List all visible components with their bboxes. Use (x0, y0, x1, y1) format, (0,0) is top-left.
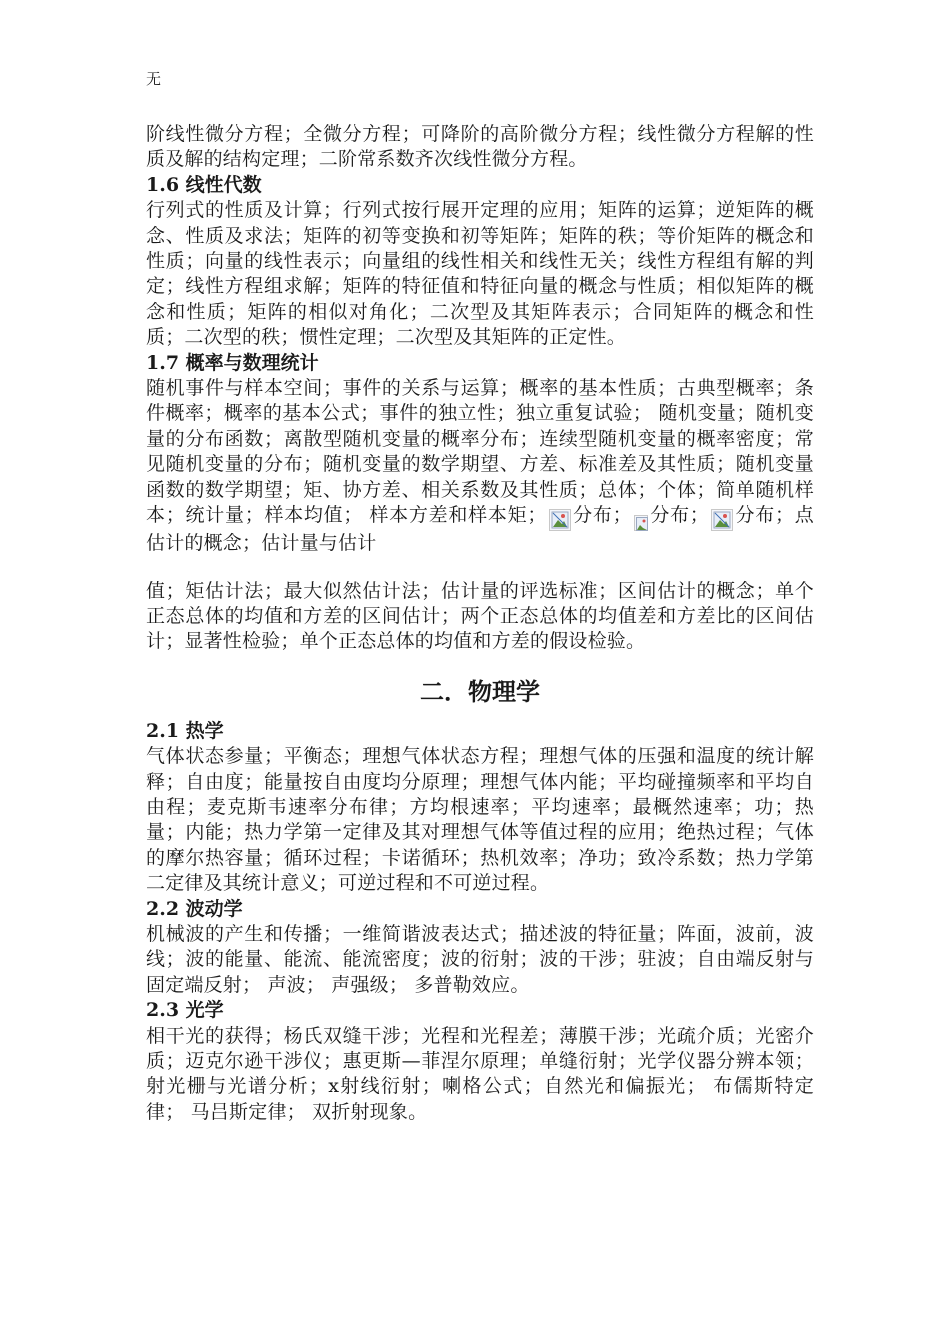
heading-thermodynamics: 2.1 热学 (146, 719, 224, 742)
broken-image-icon (634, 515, 648, 531)
distribution-label-3: 分布；点估计的概念；估计量与估计 (146, 504, 814, 555)
distribution-label-1: 分布； (572, 504, 632, 527)
broken-image-icon (711, 509, 733, 531)
heading-linear-algebra: 1.6 线性代数 (146, 173, 262, 196)
paragraph-differential-equations: 阶线性微分方程；全微分方程；可降阶的高阶微分方程；线性微分方程解的性质及解的结构定理；二阶常系数齐次线性微分方程。 (146, 123, 814, 171)
paragraph-wave-motion: 机械波的产生和传播；一维简谐波表达式；描述波的特征量；阵面，波前，波线；波的能量、能流、能流密度；波的衍射；波的干涉；驻波；自由端反射与固定端反射； 声波； 声强级； 多普勒效应。 (146, 922, 814, 996)
heading-optics: 2.3 光学 (146, 999, 224, 1022)
heading-physics: 二．物理学 (420, 677, 540, 706)
broken-image-icon (549, 509, 571, 531)
probability-text: 随机事件与样本空间；事件的关系与运算；概率的基本性质；古典型概率；条件概率；概率的基本公式；事件的独立性；独立重复试验； 随机变量；随机变量的分布函数；离散型随机变量的概率分布；连续型随机变量的概率密度；常见随机变量的分布；随机变量的数学期望、方差、标准差及其性质；随机变量函数的数学期望；矩、协方差、相关系数及其性质；总体；个体；简单随机样本；统计量；样本均值； 样本方差和样本矩； (146, 377, 814, 527)
distribution-label-2: 分布； (649, 504, 710, 527)
spacer (146, 557, 814, 579)
heading-probability-statistics: 1.7 概率与数理统计 (146, 351, 319, 374)
paragraph-probability-statistics-b: 值；矩估计法；最大似然估计法；估计量的评选标准；区间估计的概念；单个正态总体的均值和方差的区间估计；两个正态总体的均值差和方差比的区间估计；显著性检验；单个正态总体的均值和方差的假设检验。 (146, 579, 814, 653)
paragraph-probability-statistics-a (146, 376, 814, 556)
page-header: 无 (146, 70, 162, 88)
paragraph-linear-algebra: 行列式的性质及计算；行列式按行展开定理的应用；矩阵的运算；逆矩阵的概念、性质及求法；矩阵的初等变换和初等矩阵；矩阵的秩；等价矩阵的概念和性质；向量的线性表示；向量组的线性相关和线性无关；线性方程组有解的判定；线性方程组求解；矩阵的特征值和特征向量的概念与性质；相似矩阵的概念和性质；矩阵的相似对角化；二次型及其矩阵表示；合同矩阵的概念和性质；二次型的秩；惯性定理；二次型及其矩阵的正定性。 (146, 199, 814, 349)
paragraph-optics: 相干光的获得；杨氏双缝干涉；光程和光程差；薄膜干涉；光疏介质；光密介质；迈克尔逊干涉仪；惠更斯—菲涅尔原理；单缝衍射；光学仪器分辨本领；射光栅与光谱分析；x射线衍射；喇格公式；自然光和偏振光； 布儒斯特定律； 马吕斯定律； 双折射现象。 (146, 1024, 814, 1123)
document-content (146, 122, 814, 1125)
paragraph-thermodynamics: 气体状态参量；平衡态；理想气体状态方程；理想气体的压强和温度的统计解释；自由度；能量按自由度均分原理；理想气体内能；平均碰撞频率和平均自由程；麦克斯韦速率分布律；方均根速率；平均速率；最概然速率；功；热量；内能；热力学第一定律及其对理想气体等值过程的应用；绝热过程；气体的摩尔热容量；循环过程；卡诺循环；热机效率；净功；致冷系数；热力学第二定律及其统计意义；可逆过程和不可逆过程。 (146, 745, 814, 895)
heading-wave-motion: 2.2 波动学 (146, 897, 243, 920)
